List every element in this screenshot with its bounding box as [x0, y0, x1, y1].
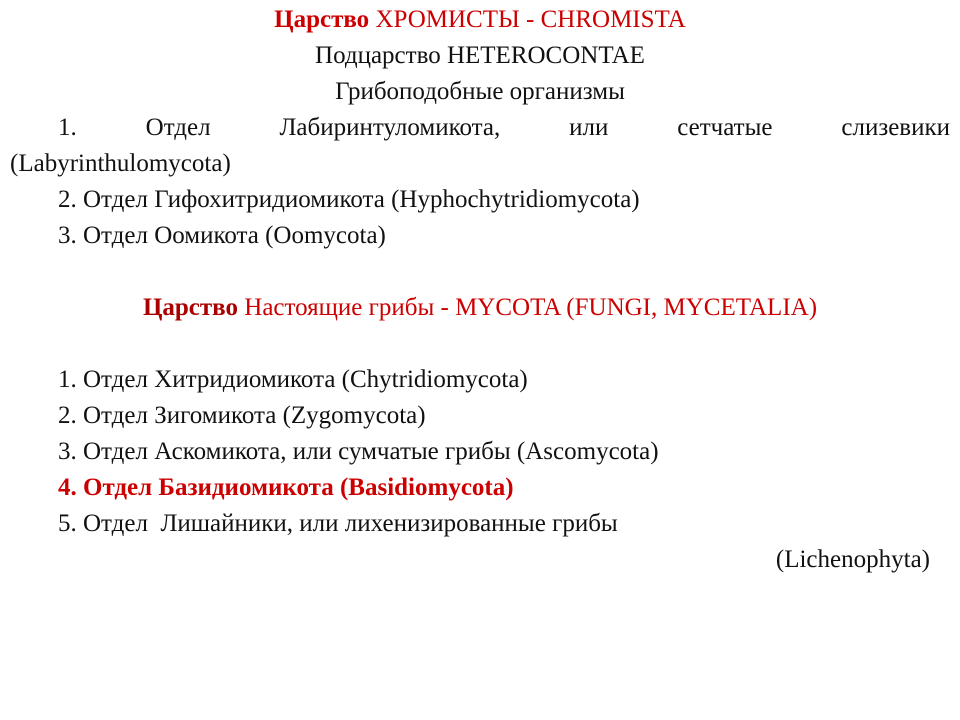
kingdom2-item-5-line1: 5. Отдел Лишайники, или лихенизированные грибы	[58, 510, 618, 537]
subkingdom-title: Подцарство HETEROCONTAE	[315, 42, 645, 69]
kingdom1-item-2: 2. Отдел Гифохитридиомикота (Hyphochytridiomycota)	[58, 186, 640, 213]
kingdom1-prefix: Царство	[274, 6, 370, 33]
kingdom1-item-3: 3. Отдел Оомикота (Oomycota)	[58, 222, 386, 249]
kingdom2-title	[10, 290, 950, 326]
kingdom2-item-1: 1. Отдел Хитридиомикота (Chytridiomycota)	[58, 366, 528, 393]
kingdom1-item-1-line2: (Labyrinthulomycota)	[10, 150, 231, 177]
kingdom1-name: ХРОМИСТЫ - CHROMISTA	[375, 6, 686, 33]
kingdom1-title	[10, 2, 950, 38]
kingdom2-name: Настоящие грибы - MYCOTA (FUNGI, MYCETALIA)	[244, 294, 818, 321]
kingdom1-item-1-line1: 1. Отдел Лабиринтуломикота, или сетчатые слизевики	[58, 114, 950, 141]
kingdom2-item-4-highlighted: 4. Отдел Базидиомикота (Basidiomycota)	[58, 474, 514, 501]
kingdom2-prefix: Царство	[142, 294, 239, 321]
slide	[10, 2, 950, 578]
kingdom2-item-2: 2. Отдел Зигомикота (Zygomycota)	[58, 402, 426, 429]
spacer	[10, 326, 950, 362]
kingdom2-item-3: 3. Отдел Аскомикота, или сумчатые грибы (Ascomycota)	[58, 438, 659, 465]
group-title: Грибоподобные организмы	[335, 78, 625, 105]
kingdom2-item-5-line2: (Lichenophyta)	[775, 546, 930, 573]
spacer	[10, 254, 950, 290]
